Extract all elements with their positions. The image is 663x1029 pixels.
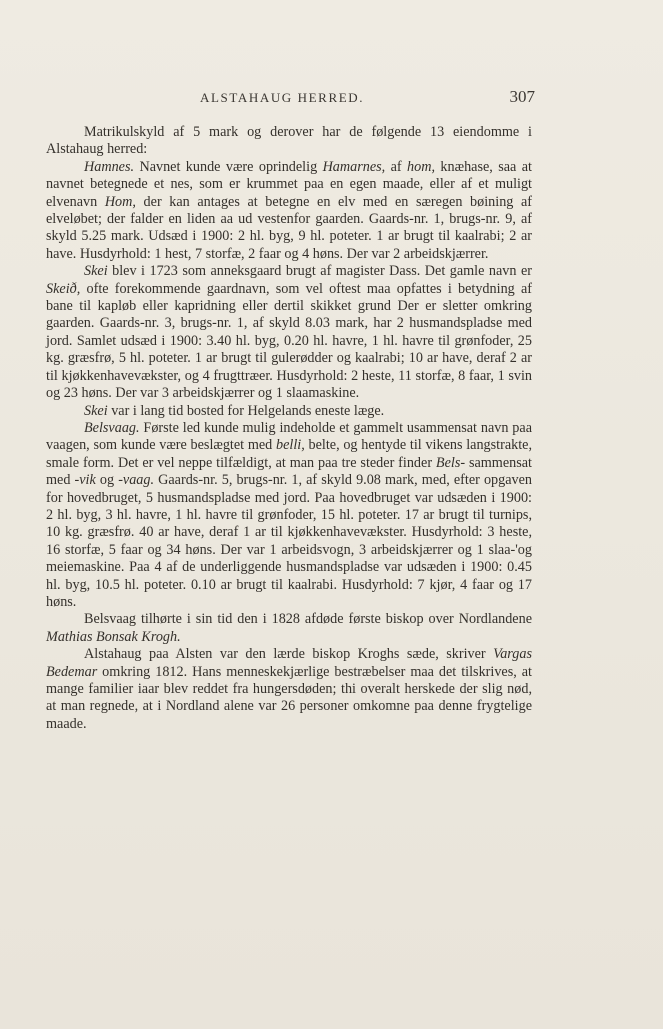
place-name: Belsvaag. — [84, 419, 140, 436]
running-head: ALSTAHAUG HERRED. — [200, 90, 365, 105]
paragraph-belsvaag: Belsvaag. Første led kunde mulig indeholde et gammelt usammensat navn paa vaagen, som kunde være beslægtet med belli, belte, og hentyde til vikens langstrakte, smale form. Det er vel neppe tilfældigt, at man paa tre steder finder Bels- sammensat med -vik og -vaag. Gaards-nr. 5, brugs-nr. 1, af skyld 9.08 mark, med, efter opgaven for hovedbruget, 5 husmandspladse med jord. Paa hovedbruget var udsæden i 1900: 2 hl. byg, 3 hl. havre, 1 hl. havre til grønfoder, 15 hl. poteter. 17 ar brugt til turnips, 10 kg. græsfrø. 40 ar have, deraf 1 ar til kjøkkenhavevækster. Husdyrhold: 3 heste, 16 storfæ, 5 faar og 34 høns. Der var 1 arbeidsvogn, 3 arbeidskjærrer og 1 slaa-'og meiemaskine. Paa 4 af de underliggende husmandspladse var udsæden i 1900: 0.45 hl. byg, 10.5 hl. poteter. 0.10 ar brugt til kaalrabi. Husdyrhold: 7 kjør, 4 faar og 17 høns. — [46, 419, 533, 610]
paragraph-hamnes: Hamnes. Navnet kunde være oprindelig Hamarnes, af hom, knæhase, saa at navnet betegnede et nes, som er krummet paa en egen maade, eller af et muligt elvenavn Hom, der kan antages at betegne en elv med en særegen bøining af elveløbet; der falder en liden aa ud vestenfor gaarden. Gaards-nr. 1, brugs-nr. 9, af skyld 5.25 mark. Udsæd i 1900: 2 hl. byg, 9 hl. poteter. 1 ar brugt til kaalrabi; 2 ar have. Husdyrhold: 1 hest, 7 storfæ, 2 faar og 4 høns. Der var 2 arbeidskjærrer. — [46, 158, 532, 262]
page-number: 307 — [509, 87, 535, 106]
word-term: Bels- — [435, 454, 466, 471]
word-term: hom, — [407, 158, 436, 175]
paragraph-skei: Skei blev i 1723 som anneksgaard brugt af magister Dass. Det gamle navn er Skeið, ofte forekommende gaardnavn, som vel oftest maa opfattes i betydning af bane til kapløb eller kapridning eller dertil skikket grund Der er sletter omkring gaarden. Gaards-nr. 3, brugs-nr. 1, af skyld 8.03 mark, har 2 husmandspladse med jord. Samlet udsæd i 1900: 3.40 hl. byg, 0.20 hl. havre, 1 hl. havre til grønfoder, 25 kg. græsfrø, 5 hl. poteter. 1 ar brugt til gulerødder og kaalrabi; 10 ar have, deraf 2 ar til kjøkkenhavevækster, og 4 frugttræer. Husdyrhold: 2 heste, 11 storfæ, 8 faar, 1 svin og 23 høns. Der var 3 arbeidskjærrer og 1 slaamaskine. — [46, 263, 532, 402]
paragraph-alstahaug: Alstahaug paa Alsten var den lærde biskop Kroghs sæde, skriver Vargas Bedemar omkring 1812. Hans menneskekjærlige bestræbelser maa det tilskrives, at mange familier iaar blev reddet fra hungersdøden; thi overalt herskede der slig nød, at man regnede, at i Nordland alene var 26 personer omkomne paa denne frygtelige maade. — [46, 646, 532, 732]
word-term: -vaag. — [118, 472, 155, 489]
paragraph-belsvaag-owner: Belsvaag tilhørte i sin tid den i 1828 afdøde første biskop over Nordlandene Mathias Bonsak Krogh. — [46, 611, 532, 645]
paragraph-skei-doctor: Skei var i lang tid bosted for Helgelands eneste læge. — [84, 402, 385, 419]
place-name: Skei — [84, 402, 108, 419]
word-term: -vik — [74, 472, 96, 489]
place-name: Skeið, — [46, 280, 81, 297]
intro-paragraph: Matrikulskyld af 5 mark og derover har de følgende 13 eiendomme i Alstahaug herred: — [46, 124, 532, 158]
person-name: Vargas Bedemar — [46, 646, 532, 680]
word-term: belli, — [276, 437, 305, 454]
place-name: Hamarnes, — [322, 158, 386, 175]
place-name: Skei — [84, 263, 108, 280]
place-name: Hamnes. — [84, 158, 135, 175]
word-term: Hom, — [104, 193, 136, 210]
person-name: Mathias Bonsak Krogh. — [46, 628, 181, 645]
body-text — [46, 124, 532, 733]
page-header — [90, 87, 535, 110]
